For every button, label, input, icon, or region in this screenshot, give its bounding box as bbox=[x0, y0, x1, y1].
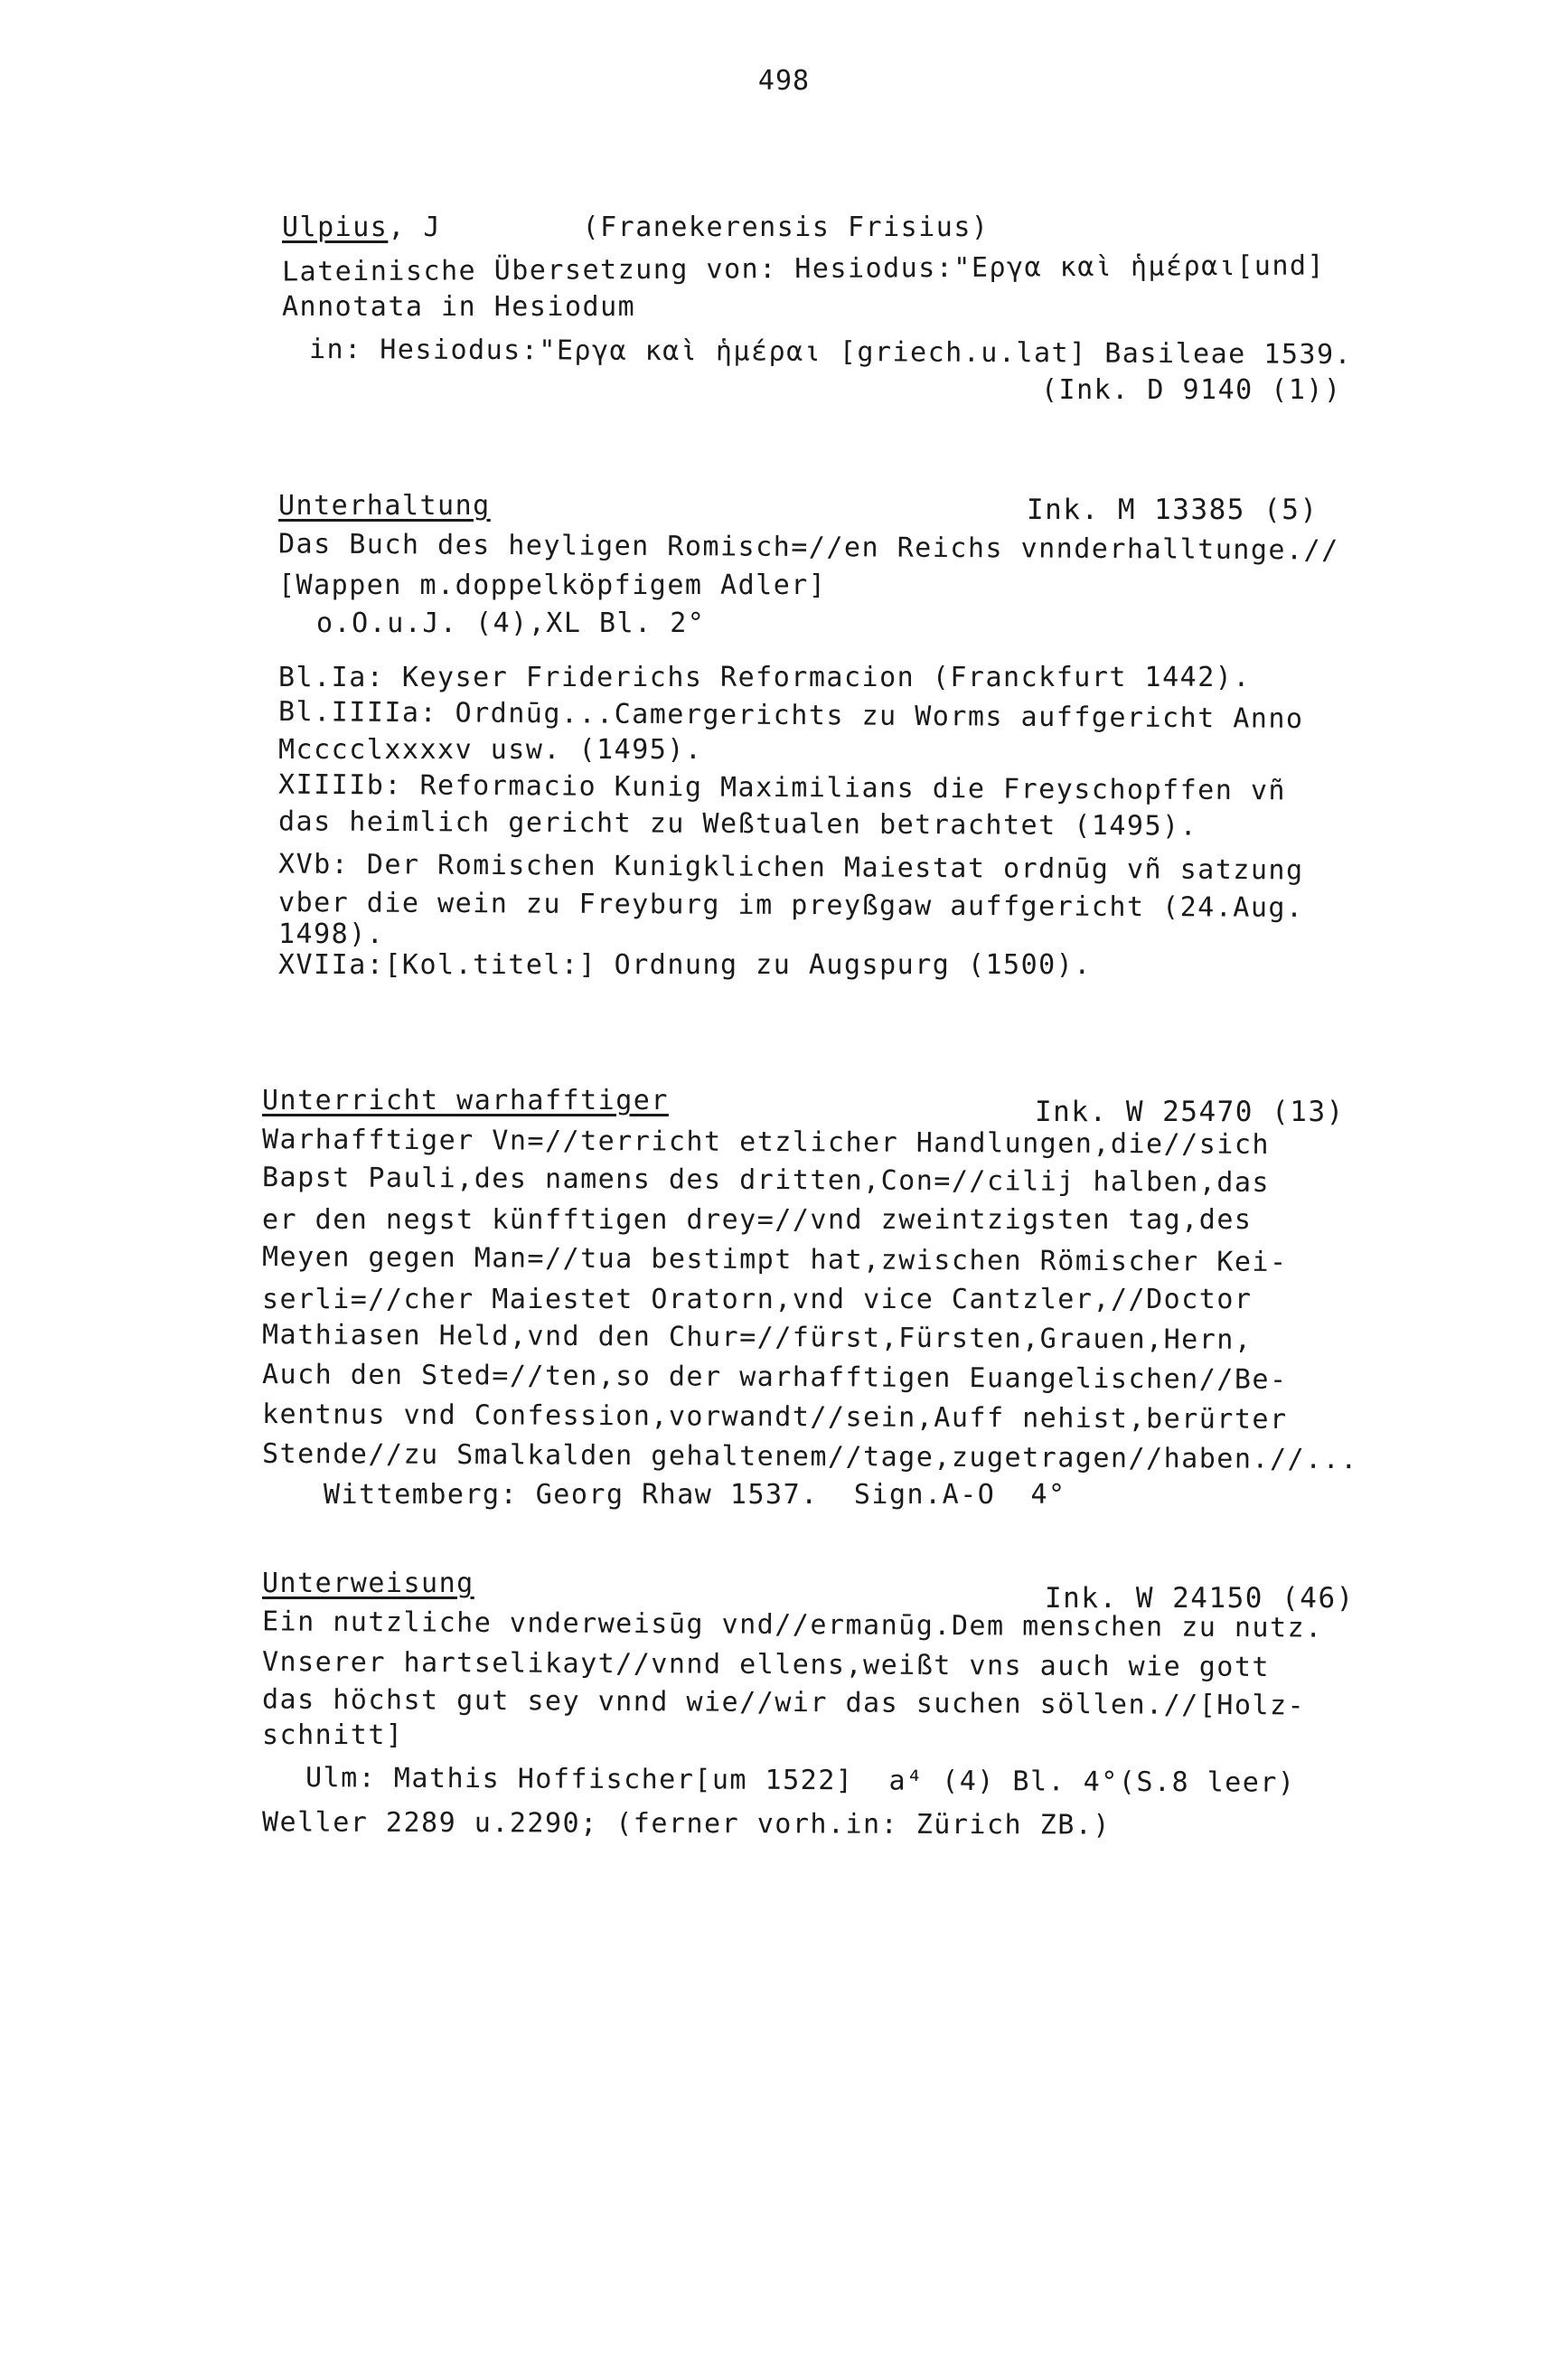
entry-line: Bl.Ia: Keyser Friderichs Reformacion (Franckfurt 1442). bbox=[278, 662, 1251, 693]
entry-line: Ulm: Mathis Hoffischer[um 1522] a⁴ (4) Bl. 4°(S.8 leer) bbox=[305, 1762, 1296, 1799]
entry-line: Bapst Pauli,des namens des dritten,Con=//cilij halben,das bbox=[261, 1162, 1271, 1199]
entry-line: Annotata in Hesiodum bbox=[282, 291, 636, 323]
entry-line: 1498). bbox=[278, 918, 385, 950]
entry-unterricht-warhafftiger bbox=[262, 1083, 1545, 1517]
entry-line: Ein nutzliche vnderweisūg vnd//ermanūg.Dem menschen zu nutz. bbox=[261, 1606, 1323, 1644]
entry-shelfmark: Ink. W 25470 (13) bbox=[1035, 1096, 1345, 1128]
entry-line: vber die wein zu Freyburg im preyßgaw auffgericht (24.Aug. bbox=[277, 887, 1304, 924]
entry-line: Das Buch des heyligen Romisch=//en Reichs vnnderhalltunge.// bbox=[277, 528, 1339, 567]
entry-line: schnitt] bbox=[262, 1719, 404, 1751]
entry-heading: Unterricht warhafftiger bbox=[262, 1085, 669, 1116]
entry-line: serli=//cher Maiestet Oratorn,vnd vice Cantzler,//Doctor bbox=[262, 1284, 1253, 1315]
entry-line: Bl.IIIIa: Ordnūg...Camergerichts zu Worms auffgericht Anno bbox=[277, 696, 1304, 735]
entry-line: XVb: Der Romischen Kunigklichen Maiestat ordnūg vñ satzung bbox=[277, 848, 1304, 887]
entry-line: kentnus vnd Confession,vorwandt//sein,Auff nehist,berürter bbox=[261, 1399, 1288, 1436]
page-number: 498 bbox=[757, 65, 811, 97]
entry-line: Meyen gegen Man=//tua bestimpt hat,zwischen Römischer Kei- bbox=[261, 1241, 1288, 1278]
entry-shelfmark: Ink. M 13385 (5) bbox=[1027, 494, 1319, 526]
entry-line: Vnserer hartselikayt//vnnd ellens,weißt vns auch wie gott bbox=[261, 1646, 1271, 1683]
entry-line: Warhafftiger Vn=//terricht etzlicher Handlungen,die//sich bbox=[261, 1124, 1271, 1161]
entry-line: XIIIIb: Reformacio Kunig Maximilians die Freyschopffen vñ bbox=[277, 768, 1287, 807]
entry-ulpius bbox=[282, 210, 1529, 409]
entry-line: o.O.u.J. (4),XL Bl. 2° bbox=[316, 607, 706, 639]
entry-line: Weller 2289 u.2290; (ferner vorh.in: Zürich ZB.) bbox=[261, 1806, 1112, 1841]
entry-line: XVIIa:[Kol.titel:] Ordnung zu Augspurg (1500). bbox=[278, 949, 1092, 981]
entry-line: Mcccclxxxxv usw. (1495). bbox=[278, 734, 703, 766]
entry-line: Mathiasen Held,vnd den Chur=//fürst,Fürsten,Grauen,Hern, bbox=[261, 1319, 1253, 1356]
entry-heading: Unterhaltung bbox=[278, 490, 491, 522]
entry-unterhaltung bbox=[278, 479, 1544, 985]
entry-heading: Unterweisung bbox=[262, 1568, 474, 1599]
entry-heading-line bbox=[282, 210, 989, 246]
entry-line: in: Hesiodus:"Εργα καὶ ἡμέραι [griech.u.lat] Basileae 1539. bbox=[308, 333, 1353, 372]
entry-line: Lateinische Übersetzung von: Hesiodus:"Εργα καὶ ἡμέραι[und] bbox=[281, 250, 1326, 288]
entry-line: Auch den Sted=//ten,so der warhafftigen Euangelischen//Be- bbox=[261, 1359, 1288, 1396]
entry-line: Wittemberg: Georg Rhaw 1537. Sign.A-O 4° bbox=[324, 1479, 1066, 1511]
entry-line: das heimlich gericht zu Weßtualen betrachtet (1495). bbox=[277, 805, 1198, 843]
entry-line: das höchst gut sey vnnd wie//wir das suchen söllen.//[Holz- bbox=[261, 1683, 1306, 1722]
entry-line: Stende//zu Smalkalden gehaltenem//tage,zugetragen//haben.//... bbox=[261, 1437, 1358, 1476]
entry-shelfmark: (Ink. D 9140 (1)) bbox=[1041, 374, 1342, 406]
entry-heading: Ulpius bbox=[282, 212, 389, 243]
entry-heading-suffix: , J (Franekerensis Frisius) bbox=[388, 212, 990, 243]
entry-line: [Wappen m.doppelköpfigem Adler] bbox=[278, 570, 827, 601]
entry-unterweisung bbox=[262, 1566, 1545, 1864]
entry-line: er den negst künfftigen drey=//vnd zweintzigsten tag,des bbox=[262, 1204, 1253, 1236]
entry-shelfmark: Ink. W 24150 (46) bbox=[1045, 1582, 1355, 1615]
